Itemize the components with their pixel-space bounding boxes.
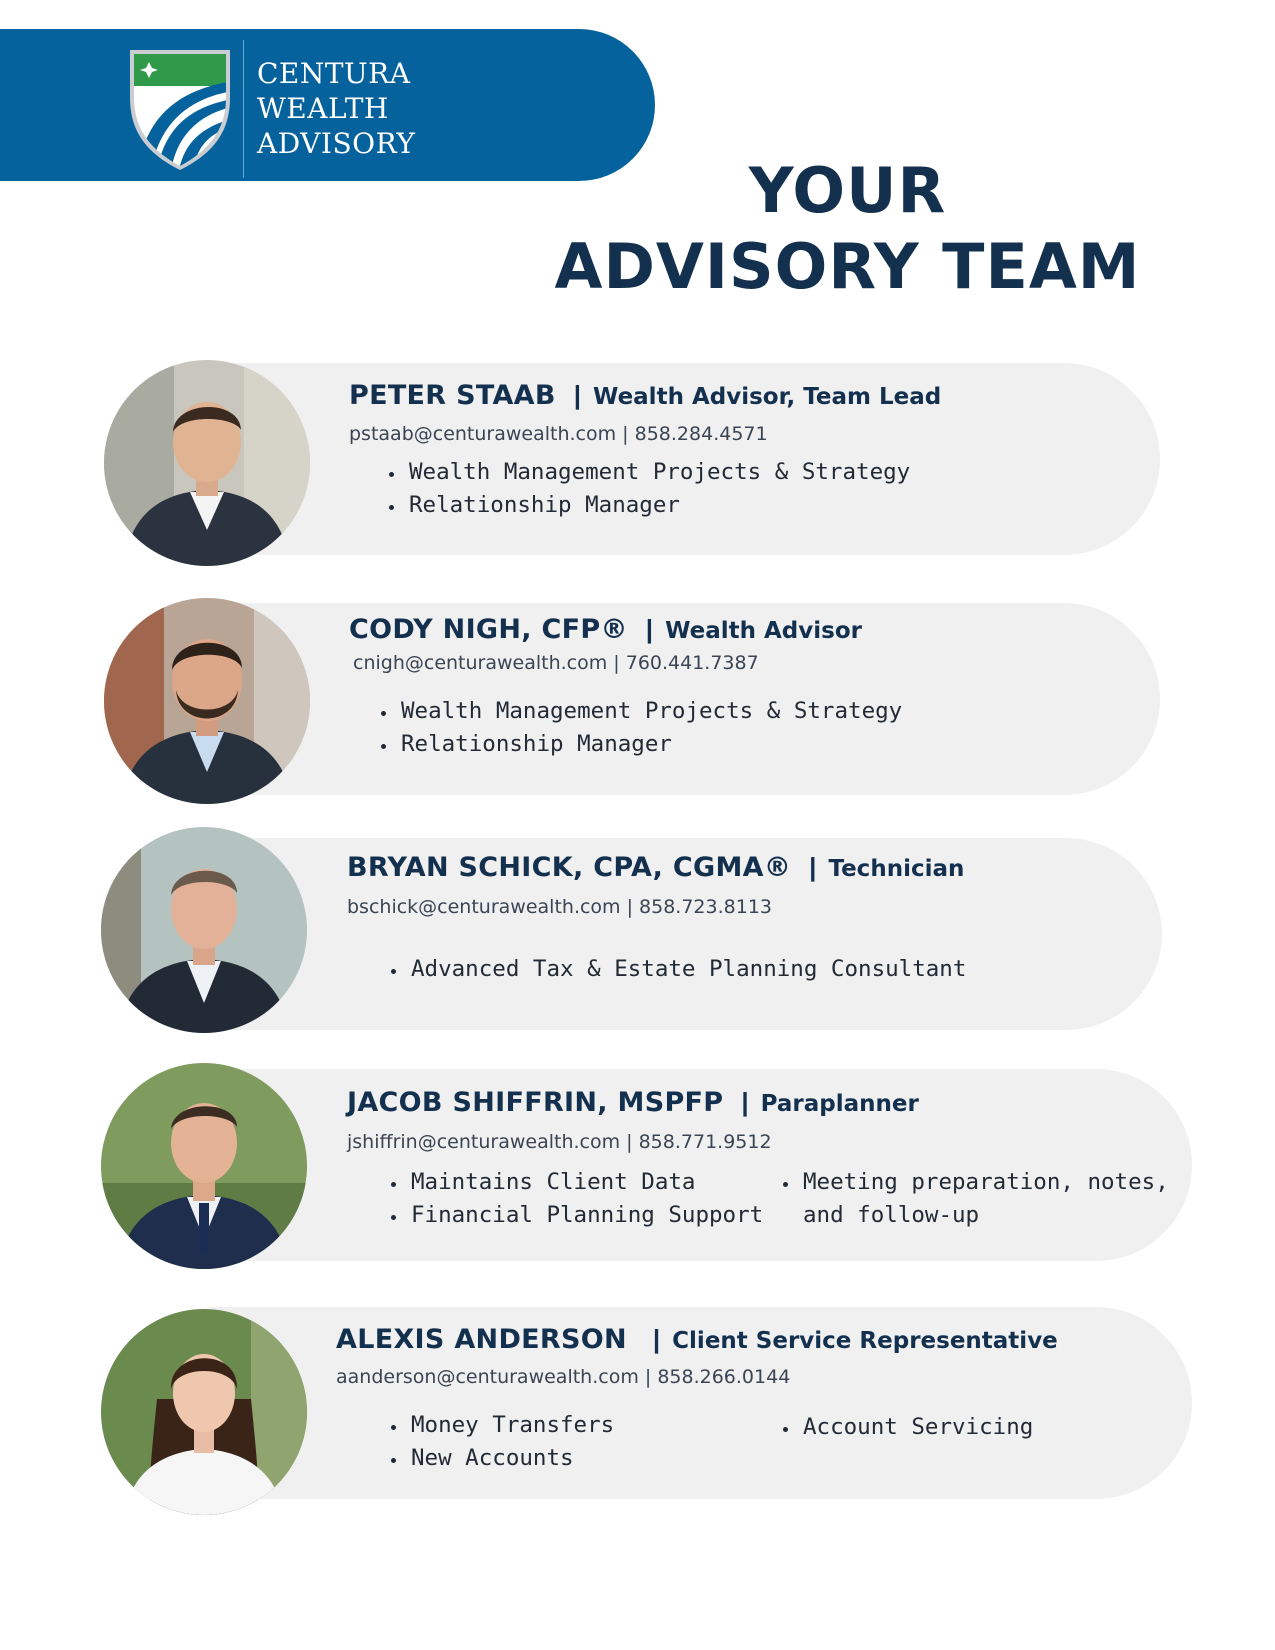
duty-item: • New Accounts (407, 1442, 614, 1475)
duties-list-secondary (777, 1166, 1191, 1232)
duties-list (385, 1166, 763, 1232)
separator: | (652, 1324, 661, 1354)
member-name-row (336, 1324, 1058, 1355)
page-title-line-1: YOUR (748, 154, 947, 227)
member-role: Technician (828, 856, 965, 882)
duty-item: • Money Transfers (407, 1409, 614, 1442)
profile-photo (101, 827, 307, 1033)
member-contact[interactable]: cnigh@centurawealth.com | 760.441.7387 (353, 652, 759, 674)
shield-logo-icon (128, 46, 232, 170)
person-avatar-icon (104, 598, 310, 804)
member-name: PETER STAAB (349, 380, 556, 411)
member-role: Wealth Advisor (665, 618, 862, 644)
person-avatar-icon (101, 827, 307, 1033)
member-name-row (349, 614, 862, 645)
duty-item: • Account Servicing (799, 1411, 1033, 1444)
member-name: ALEXIS ANDERSON (336, 1324, 627, 1355)
separator: | (741, 1087, 749, 1117)
member-contact[interactable]: bschick@centurawealth.com | 858.723.8113 (347, 896, 773, 918)
duty-item: • Meeting preparation, notes, and follow-up (799, 1166, 1191, 1232)
duty-item: • Wealth Management Projects & Strategy (405, 456, 910, 489)
member-contact[interactable]: jshiffrin@centurawealth.com | 858.771.9512 (347, 1131, 772, 1153)
separator: | (645, 614, 654, 644)
member-role: Wealth Advisor, Team Lead (593, 384, 942, 410)
member-name: CODY NIGH, CFP® (349, 614, 628, 645)
brand-line-2: WEALTH (257, 92, 389, 125)
brand-line-1: CENTURA (257, 57, 411, 90)
duties-list-secondary (777, 1411, 1033, 1444)
duty-item: • Maintains Client Data (407, 1166, 763, 1199)
profile-photo (101, 1063, 307, 1269)
person-avatar-icon (101, 1063, 307, 1269)
profile-photo (104, 360, 310, 566)
duties-list (375, 695, 902, 761)
duty-item: • Relationship Manager (405, 489, 910, 522)
member-name-row (349, 380, 941, 411)
member-name: BRYAN SCHICK, CPA, CGMA® (347, 852, 792, 883)
duties-list (383, 456, 910, 522)
member-name: JACOB SHIFFRIN, MSPFP (347, 1087, 724, 1118)
profile-photo (101, 1309, 307, 1515)
duty-item: • Relationship Manager (397, 728, 902, 761)
member-contact[interactable]: pstaab@centurawealth.com | 858.284.4571 (349, 423, 768, 445)
separator: | (809, 852, 817, 882)
member-name-row (347, 852, 964, 883)
duty-item: • Wealth Management Projects & Strategy (397, 695, 902, 728)
brand-wordmark (257, 56, 415, 161)
member-name-row (347, 1087, 919, 1118)
duties-list (385, 1409, 614, 1475)
profile-photo (104, 598, 310, 804)
member-contact[interactable]: aanderson@centurawealth.com | 858.266.0144 (336, 1366, 791, 1388)
person-avatar-icon (104, 360, 310, 566)
brand-line-3: ADVISORY (257, 127, 416, 160)
member-role: Client Service Representative (672, 1328, 1058, 1354)
duty-item: • Financial Planning Support (407, 1199, 763, 1232)
person-avatar-icon (101, 1309, 307, 1515)
duty-item: • Advanced Tax & Estate Planning Consultant (407, 953, 966, 986)
logo-divider (243, 40, 244, 178)
separator: | (573, 380, 582, 410)
member-role: Paraplanner (760, 1091, 919, 1117)
page-title-line-2: ADVISORY TEAM (554, 230, 1141, 303)
duties-list (385, 953, 966, 986)
